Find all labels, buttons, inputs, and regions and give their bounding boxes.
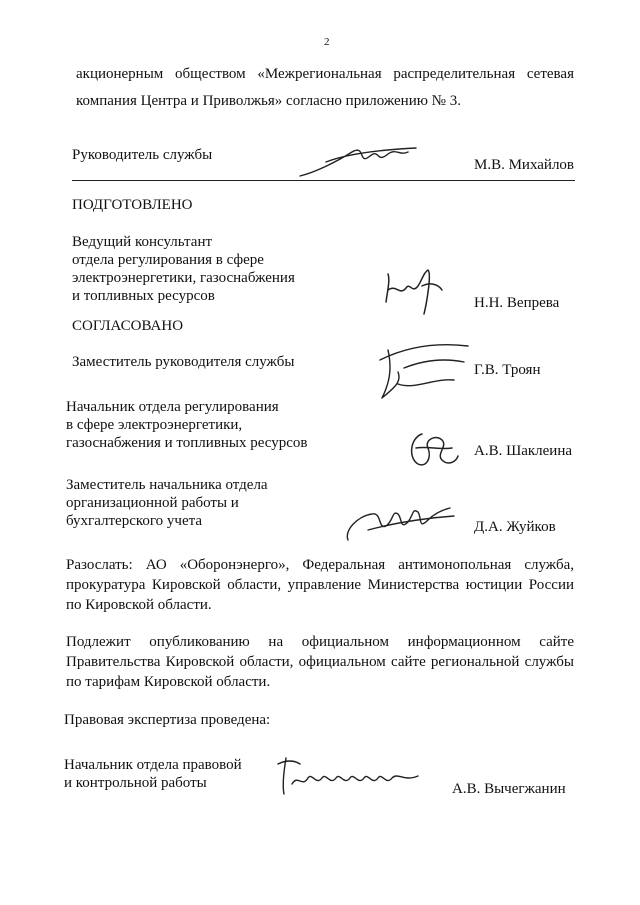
agreed-signer-2-title-3: газоснабжения и топливных ресурсов	[66, 435, 308, 451]
signature-vychegzhanin	[272, 754, 422, 798]
agreed-signer-3-title-3: бухгалтерского учета	[66, 513, 203, 529]
agreed-signer-3-title-1: Заместитель начальника отдела	[66, 477, 268, 493]
prepared-title-4: и топливных ресурсов	[72, 288, 215, 304]
head-signer-title: Руководитель службы	[72, 147, 213, 163]
prepared-title-3: электроэнергетики, газоснабжения	[72, 270, 295, 286]
legal-review-note: Правовая экспертиза проведена:	[64, 712, 271, 728]
distribution-list: Разослать: АО «Оборонэнерго», Федеральная антимонопольная служба, прокуратура Кировской области, управление Министерства юстиции России по Кировской области.	[66, 557, 574, 613]
signature-zhuikov	[338, 500, 458, 548]
intro-line-2: компания Центра и Приволжья» согласно приложению № 3.	[76, 93, 461, 109]
prepared-heading: ПОДГОТОВЛЕНО	[72, 197, 193, 213]
agreed-signer-2-title-1: Начальник отдела регулирования	[66, 399, 279, 415]
signature-vepreva	[378, 262, 448, 318]
signature-mikhailov	[296, 132, 426, 182]
prepared-name: Н.Н. Вепрева	[474, 295, 560, 311]
agreed-signer-1-title: Заместитель руководителя службы	[72, 354, 295, 370]
prepared-title-1: Ведущий консультант	[72, 234, 213, 250]
agreed-signer-3-name: Д.А. Жуйков	[474, 519, 556, 535]
agreed-heading: СОГЛАСОВАНО	[72, 318, 184, 334]
agreed-signer-1-name: Г.В. Троян	[474, 362, 541, 378]
page-number: 2	[324, 36, 330, 48]
legal-review-title-1: Начальник отдела правовой	[64, 757, 242, 773]
prepared-title-2: отдела регулирования в сфере	[72, 252, 264, 268]
separator-line	[72, 180, 575, 181]
agreed-signer-2-name: А.В. Шаклеина	[474, 443, 573, 459]
agreed-signer-2-title-2: в сфере электроэнергетики,	[66, 417, 243, 433]
head-signer-name: М.В. Михайлов	[474, 157, 575, 173]
legal-review-name: А.В. Вычегжанин	[452, 781, 566, 797]
publication-note: Подлежит опубликованию на официальном информационном сайте Правительства Кировской области, официальном сайте региональной службы по тарифам Кировской области.	[66, 634, 574, 690]
legal-review-title-2: и контрольной работы	[64, 775, 207, 791]
signature-troyan	[374, 338, 474, 408]
signature-shakleina	[402, 424, 462, 476]
intro-line-1: акционерным обществом «Межрегиональная распределительная сетевая	[76, 66, 574, 82]
agreed-signer-3-title-2: организационной работы и	[66, 495, 239, 511]
